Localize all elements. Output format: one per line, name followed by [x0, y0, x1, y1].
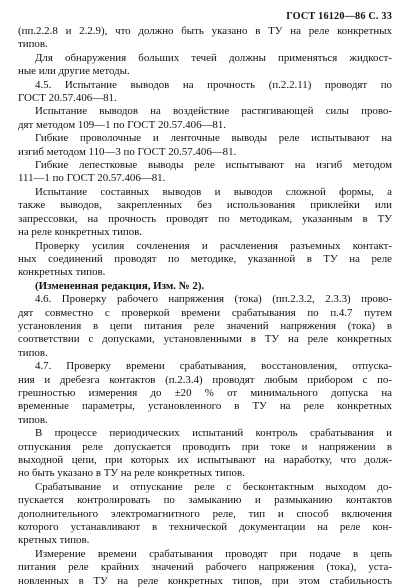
text-line: на реле конкретных типов.: [18, 226, 143, 239]
paragraph: [18, 481, 392, 548]
text-line: дят методом 109—1 по ГОСТ 20.57.406—81.: [18, 118, 227, 131]
text-line: конкретных типов.: [18, 266, 106, 279]
text-line: 4.5. Испытание выводов на прочность (п.2.2.11) проводят по: [35, 78, 392, 91]
paragraph: [18, 186, 392, 240]
paragraph: [18, 280, 392, 293]
text-line: В процессе периодических испытаний контроль срабатывания и: [35, 427, 392, 440]
text-line: запрессовки, на прочность проводят по методикам, указанным в ТУ: [18, 212, 392, 225]
text-line: выходной цепи, при которых их испытывают на наработку, что долж-: [18, 454, 392, 466]
text-line: также выводов, закрепленных без использования приклейки или: [18, 199, 392, 212]
paragraph: [18, 105, 392, 132]
text-line: временные параметры, установленного в ТУ на реле конкретных: [18, 400, 392, 413]
paragraph: [18, 132, 392, 159]
text-line: 111—1 по ГОСТ 20.57.406—81.: [18, 172, 166, 185]
text-line: 4.7. Проверку времени срабатывания, восстановления, отпуска-: [35, 360, 392, 373]
text-line: изгиб методом 110—3 по ГОСТ 20.57.406—81.: [18, 145, 237, 158]
page-header: ГОСТ 16120—86 С. 33: [286, 11, 392, 22]
text-line: питания реле крайних значений рабочего напряжения (тока), уста-: [18, 561, 392, 574]
text-line: ГОСТ 20.57.406—81.: [18, 92, 117, 105]
text-line: грешностью измерения до ±20 % от минимального допуска на: [18, 386, 392, 399]
paragraph: [18, 52, 392, 79]
text-line: ных соединений проводят по методике, указанной в ТУ на реле: [18, 252, 392, 265]
text-line: Испытание составных выводов и выводов сложной формы, а: [35, 185, 392, 198]
paragraph: [18, 240, 392, 280]
text-line: но быть указано в ТУ на реле конкретных типов.: [18, 467, 245, 480]
text-line: Для обнаружения больших течей должны применяться жидкост-: [35, 51, 392, 64]
text-line: (Измененная редакция, Изм. № 2).: [35, 279, 205, 292]
text-line: ные или другие методы.: [18, 65, 130, 78]
text-line: типов.: [18, 346, 48, 359]
text-line: пускается контролировать по замыканию и размыканию контактов: [18, 494, 392, 507]
text-line: Гибкие лепестковые выводы реле испытывают на изгиб методом: [35, 159, 392, 172]
text-line: дят совместно с проверкой времени срабатывания по п.4.7 путем: [18, 306, 392, 319]
text-line: типов.: [18, 413, 48, 426]
text-line: дополнительного электромагнитного реле, тип и способ включения: [18, 507, 392, 520]
text-line: Измерение времени срабатывания проводят при подаче в цепь: [35, 547, 392, 560]
paragraph: [18, 79, 392, 106]
text-line: установления в цепи питания реле значений напряжения (тока) в: [18, 319, 392, 332]
text-line: кретных типов.: [18, 534, 90, 547]
text-line: (пп.2.2.8 и 2.2.9), что должно быть указано в ТУ на реле конкретных: [18, 25, 392, 37]
paragraph: [18, 159, 392, 186]
text-line: Проверку усилия сочленения и расчленения разъемных контакт-: [35, 239, 392, 252]
paragraph: [18, 548, 392, 588]
paragraph: [18, 25, 392, 52]
text-line: Срабатывание и отпускание реле с бесконтактным выходом до-: [35, 480, 392, 493]
text-line: типов.: [18, 38, 48, 51]
paragraph: [18, 427, 392, 481]
paragraph: [18, 293, 392, 360]
text-line: которого устанавливают в технической документации на реле кон-: [18, 521, 392, 534]
text-line: Гибкие проволочные и ленточные выводы реле испытывают на: [35, 132, 392, 145]
text-line: ния и дребезга контактов (п.2.3.4) проводят любым прибором с по-: [18, 373, 392, 386]
document-body: [18, 25, 392, 588]
paragraph: [18, 360, 392, 427]
text-line: новленных в ТУ на реле конкретных типов, при этом стабильность: [18, 574, 392, 587]
text-line: соответствии с допусками, установленными в ТУ на реле конкретных: [18, 333, 392, 346]
text-line: отпускания реле допускается проводить при токе и напряжении в: [18, 440, 392, 453]
text-line: 4.6. Проверку рабочего напряжения (тока) (пп.2.3.2, 2.3.3) прово-: [35, 293, 392, 306]
text-line: Испытание выводов на воздействие растягивающей силы прово-: [35, 105, 392, 118]
